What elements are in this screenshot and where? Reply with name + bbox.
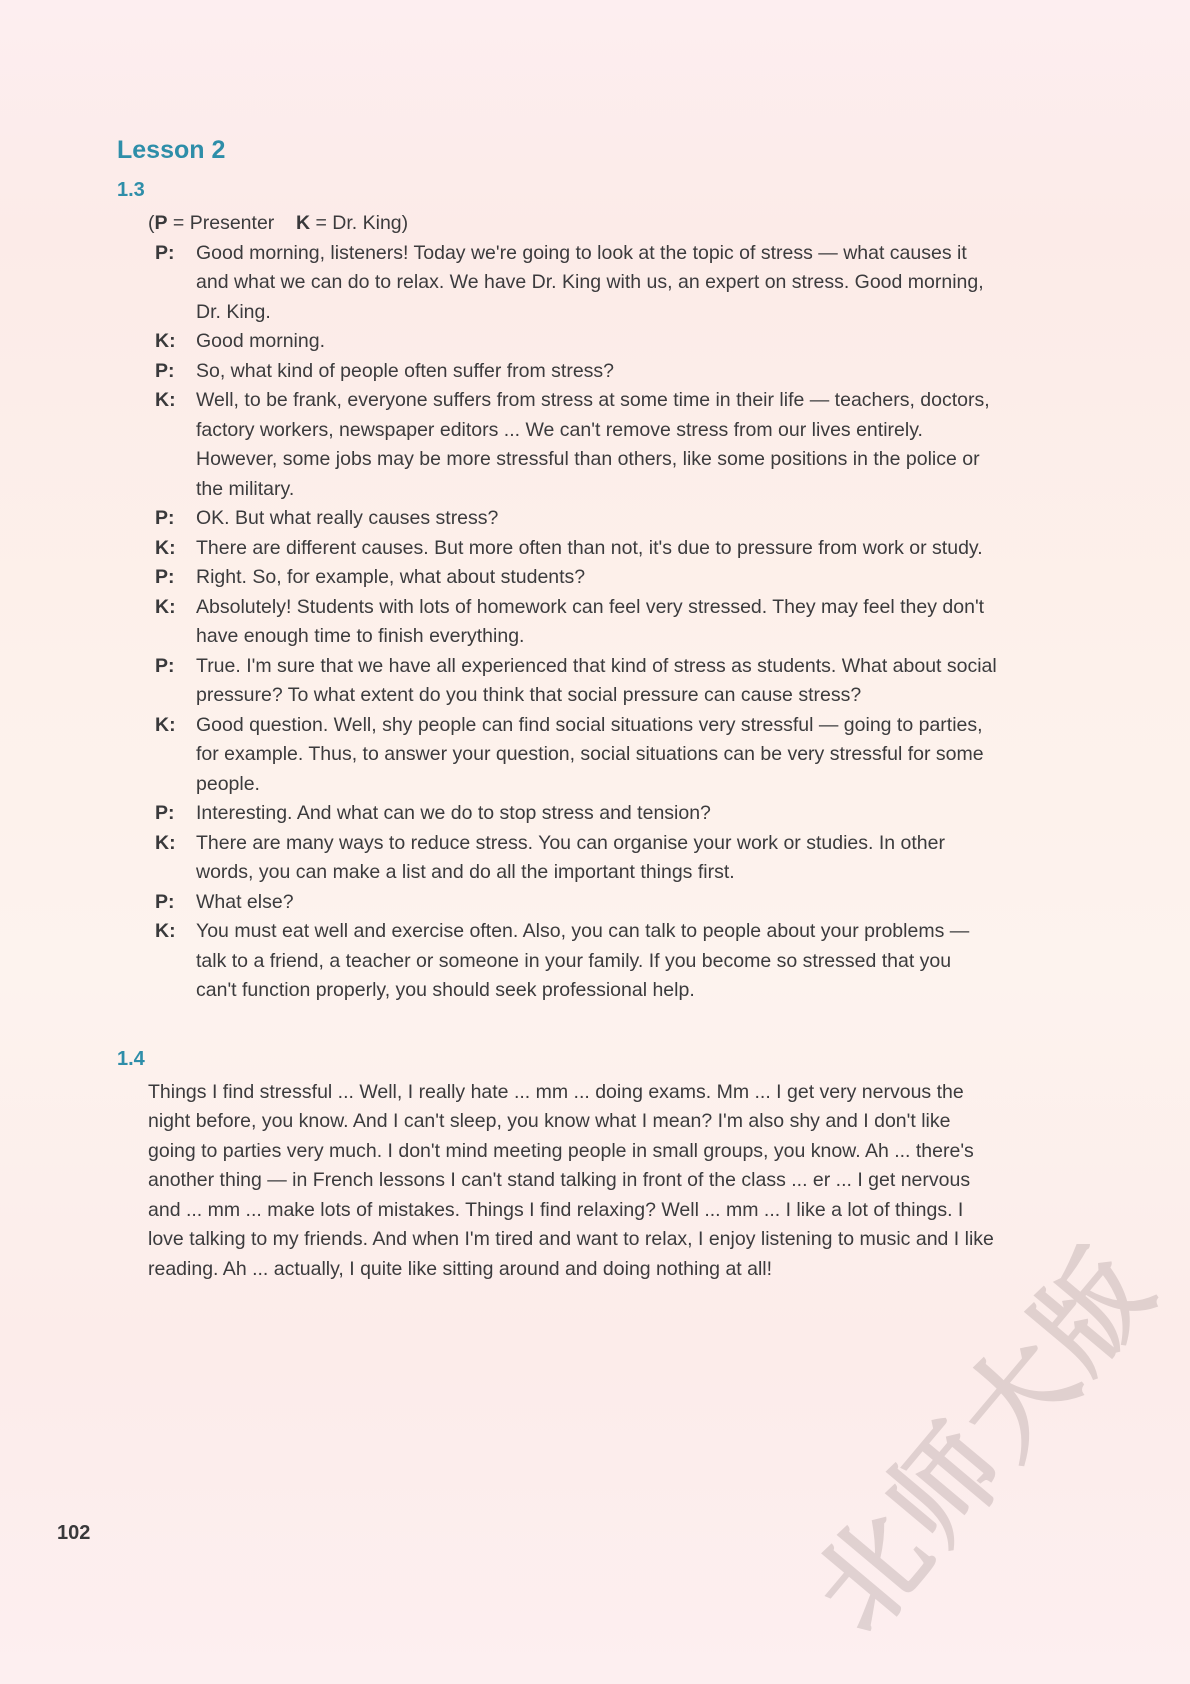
speaker-label: K: — [155, 831, 176, 854]
cast-speaker-p: P — [154, 212, 168, 234]
publisher-watermark: 北师大版 — [791, 1225, 1178, 1653]
section-1-4 — [117, 1048, 997, 1285]
dialogue-turn — [155, 711, 997, 800]
monologue-paragraph: Things I find stressful ... Well, I really hate ... mm ... doing exams. Mm ... I get very nervous the night before, you know. And I can't sleep, you know what I mean? I'm also shy and I don't like going to parties very much. I don't mind meeting people in small groups, you know. Ah ... there's another thing — in French lessons I can't stand talking in front of the class ... er ... I get nervous and ... mm ... make lots of mistakes. Things I find relaxing? Well ... mm ... I like a lot of things. I love talking to my friends. And when I'm tired and want to relax, I enjoy listening to music and I like reading. Ah ... actually, I quite like sitting around and doing nothing at all! — [148, 1080, 994, 1280]
dialogue-turn — [155, 239, 997, 328]
speaker-label: K: — [155, 920, 176, 942]
cast-p-role: = Presenter — [167, 212, 296, 234]
dialogue-turn — [155, 829, 997, 888]
dialogue-text: You must eat well and exercise often. Also, you can talk to people about your problems — talk to a friend, a teacher or someone in your family. If you become so stressed that you can't function properly, you should seek professional help. — [196, 920, 970, 1001]
dialogue-text: What else? — [196, 890, 294, 913]
dialogue-turn — [155, 593, 997, 652]
dialogue-text: So, what kind of people often suffer from stress? — [196, 359, 615, 382]
dialogue-text: Interesting. And what can we do to stop stress and tension? — [196, 802, 711, 824]
speaker-label: P: — [155, 359, 175, 382]
dialogue-turn — [155, 386, 997, 504]
speaker-label: P: — [155, 802, 175, 824]
dialogue-text: True. I'm sure that we have all experienced that kind of stress as students. What about social pressure? To what extent do you think that social pressure can cause stress? — [196, 654, 997, 706]
dialogue-text: Good morning. — [196, 330, 325, 352]
dialogue-turn — [155, 504, 997, 534]
dialogue-turn — [155, 799, 997, 829]
page-number: 102 — [57, 1522, 91, 1544]
speaker-label: P: — [155, 654, 175, 677]
section-1-3-label: 1.3 — [117, 179, 145, 201]
page-content — [117, 136, 997, 1284]
dialogue-text: Well, to be frank, everyone suffers from stress at some time in their life — teachers, doctors, factory workers, newspaper editors ... We can't remove stress from our lives entirely. However, some jobs may be more stressful than others, like some positions in the police or the military. — [196, 389, 990, 500]
dialogue-transcript — [155, 239, 997, 1006]
dialogue-text: OK. But what really causes stress? — [196, 507, 499, 529]
dialogue-turn — [155, 327, 997, 357]
dialogue-turn — [155, 888, 997, 918]
dialogue-turn — [155, 534, 997, 564]
speaker-label: K: — [155, 389, 176, 411]
dialogue-text: Good morning, listeners! Today we're going to look at the topic of stress — what causes it and what we can do to relax. We have Dr. King with us, an expert on stress. Good morning, Dr. King. — [196, 241, 984, 323]
speaker-label: K: — [155, 330, 176, 352]
dialogue-turn — [155, 652, 997, 711]
cast-k-role: = Dr. King) — [310, 212, 409, 234]
speaker-label: K: — [155, 536, 176, 559]
speaker-label: K: — [155, 595, 176, 618]
dialogue-text: Absolutely! Students with lots of homework can feel very stressed. They may feel they don't have enough time to finish everything. — [196, 595, 985, 647]
cast-speaker-k: K — [295, 212, 311, 234]
lesson-title: Lesson 2 — [117, 136, 226, 164]
dialogue-turn — [155, 357, 997, 387]
speaker-label: P: — [155, 890, 175, 913]
section-1-3 — [117, 179, 997, 1006]
dialogue-text: Good question. Well, shy people can find social situations very stressful — going to parties, for example. Thus, to answer your question, social situations can be very stressful for some people. — [196, 713, 984, 795]
speaker-label: P: — [155, 566, 175, 588]
speaker-label: P: — [155, 241, 175, 264]
dialogue-text: There are different causes. But more often than not, it's due to pressure from work or study. — [196, 536, 983, 559]
dialogue-text: There are many ways to reduce stress. You can organise your work or studies. In other words, you can make a list and do all the important things first. — [196, 831, 945, 883]
dialogue-turn — [155, 563, 997, 593]
dialogue-turn — [155, 917, 997, 1006]
cast-line — [148, 209, 997, 239]
section-1-4-label: 1.4 — [117, 1047, 145, 1070]
speaker-label: K: — [155, 713, 176, 736]
speaker-label: P: — [155, 507, 175, 529]
cast-open-paren: ( — [148, 212, 155, 234]
dialogue-text: Right. So, for example, what about students? — [196, 566, 586, 588]
